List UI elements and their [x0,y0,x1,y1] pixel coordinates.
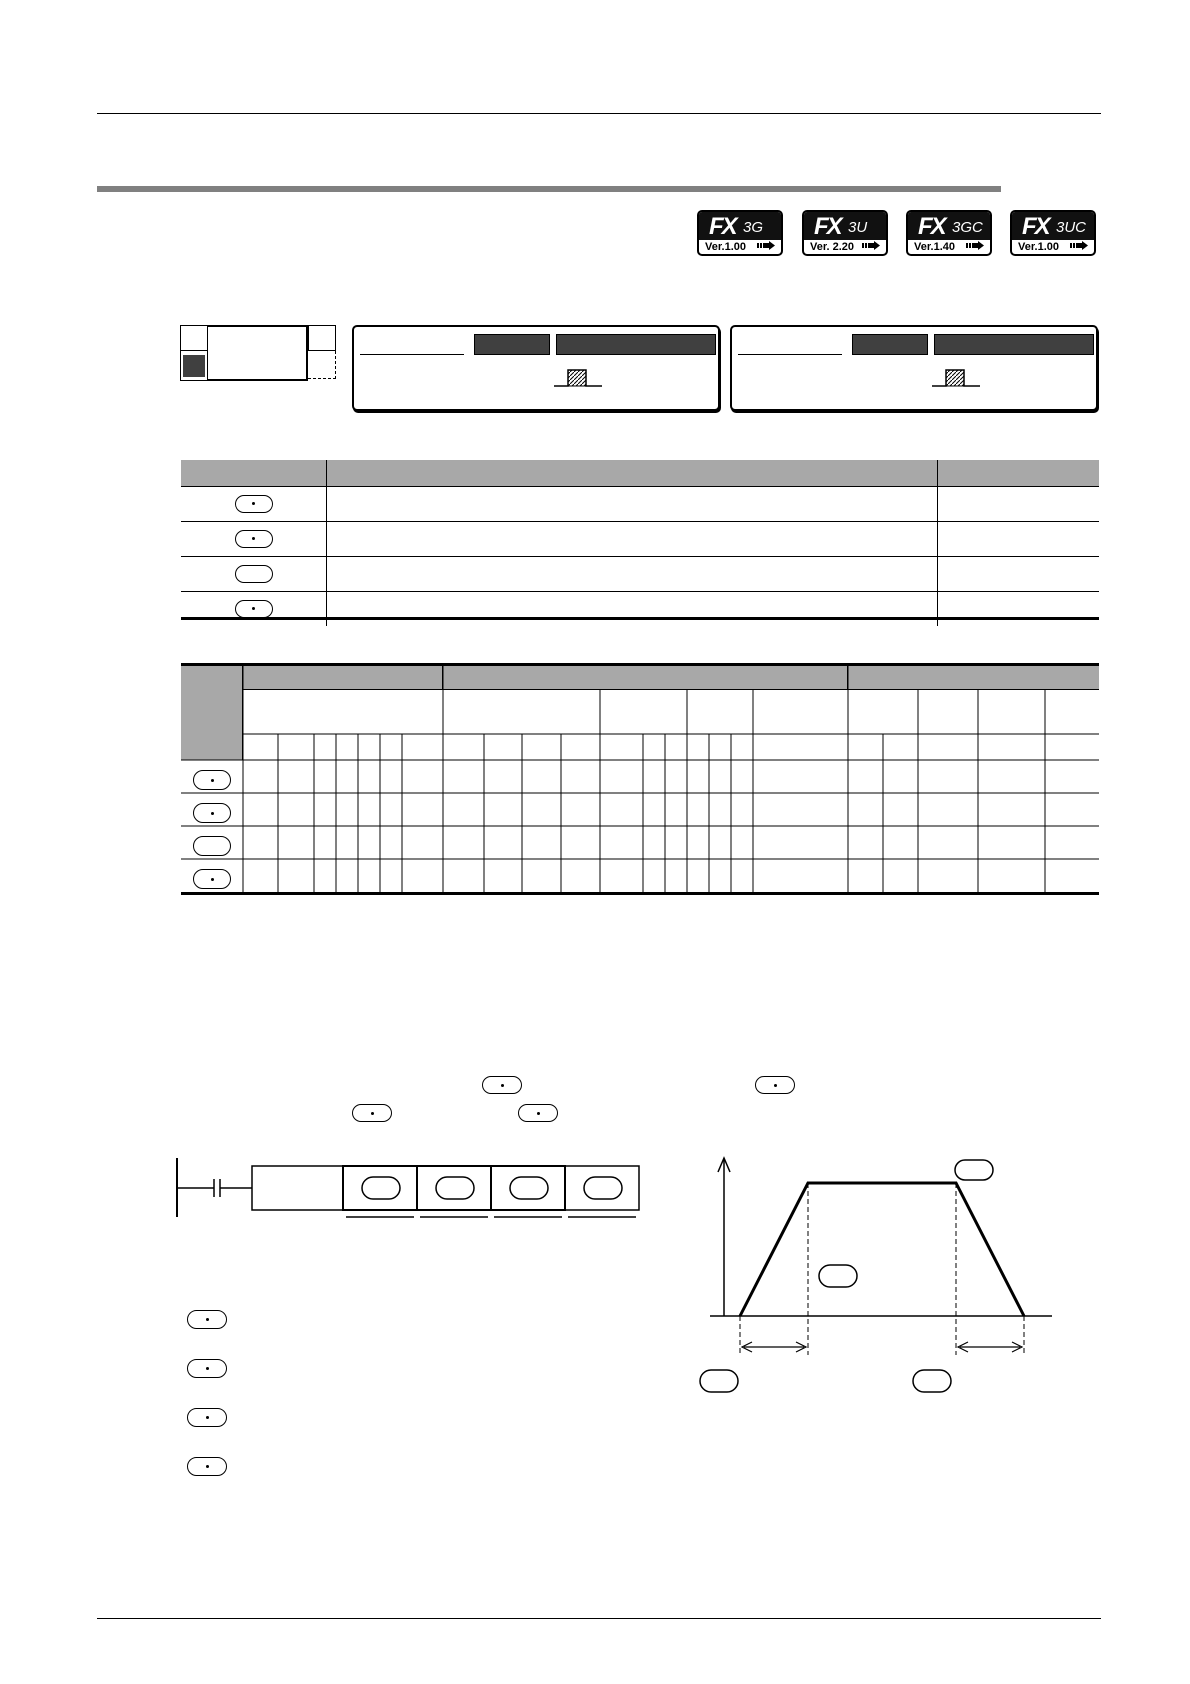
instruction-box-32bit [730,325,1098,411]
operand-icon [187,1408,227,1427]
fx3g-badge [697,210,783,256]
operand-table [181,460,1099,626]
model-text: 3G [743,219,764,236]
operand-icon [755,1076,795,1094]
arrow-icon [757,241,775,250]
operand-icon [235,600,273,618]
table-row [181,487,1099,522]
fx-logo-text: FX [709,213,736,240]
arrow-icon [1070,241,1088,250]
pulse-icon [554,368,602,388]
table-bottom-rule [181,617,1099,620]
fx3gc-badge [906,210,992,256]
fx-logo-text: FX [1022,213,1049,240]
table-row [181,522,1099,557]
fx3u-badge [802,210,888,256]
pulse-icon [932,368,980,388]
operand-icon [235,530,273,548]
table-row [181,592,1099,627]
operand-icon [193,803,231,823]
operand-icon [235,495,273,513]
instruction-symbol-block [180,325,338,381]
operand-icon [193,836,231,856]
operand-icon [187,1310,227,1329]
version-text: Ver.1.00 [705,241,746,253]
fx-logo-text: FX [918,213,945,240]
model-text: 3U [848,219,868,236]
operand-icon [235,565,273,583]
header-rule [97,113,1101,114]
operand-icon [482,1076,522,1094]
operand-icon [352,1104,392,1122]
ladder-diagram [170,1155,650,1255]
model-text: 3GC [952,219,983,236]
fx-logo-text: FX [814,213,841,240]
fx3uc-badge [1010,210,1096,256]
operand-icon [187,1457,227,1476]
operand-icon [193,869,231,889]
arrow-icon [862,241,880,250]
operand-icon [193,770,231,790]
version-text: Ver. 2.20 [810,241,855,253]
model-text: 3UC [1056,219,1087,236]
version-text: Ver.1.00 [1018,241,1059,253]
operand-icon [518,1104,558,1122]
table-row [181,557,1099,592]
instruction-box-16bit [352,325,720,411]
operand-icon [187,1359,227,1378]
footer-rule [97,1618,1101,1619]
device-table-grid [181,666,1099,896]
device-table-bottom-rule [181,892,1099,895]
arrow-icon [966,241,984,250]
version-text: Ver.1.40 [914,241,955,253]
section-title-bar [97,186,1001,192]
accel-decel-diagram [690,1150,1060,1400]
